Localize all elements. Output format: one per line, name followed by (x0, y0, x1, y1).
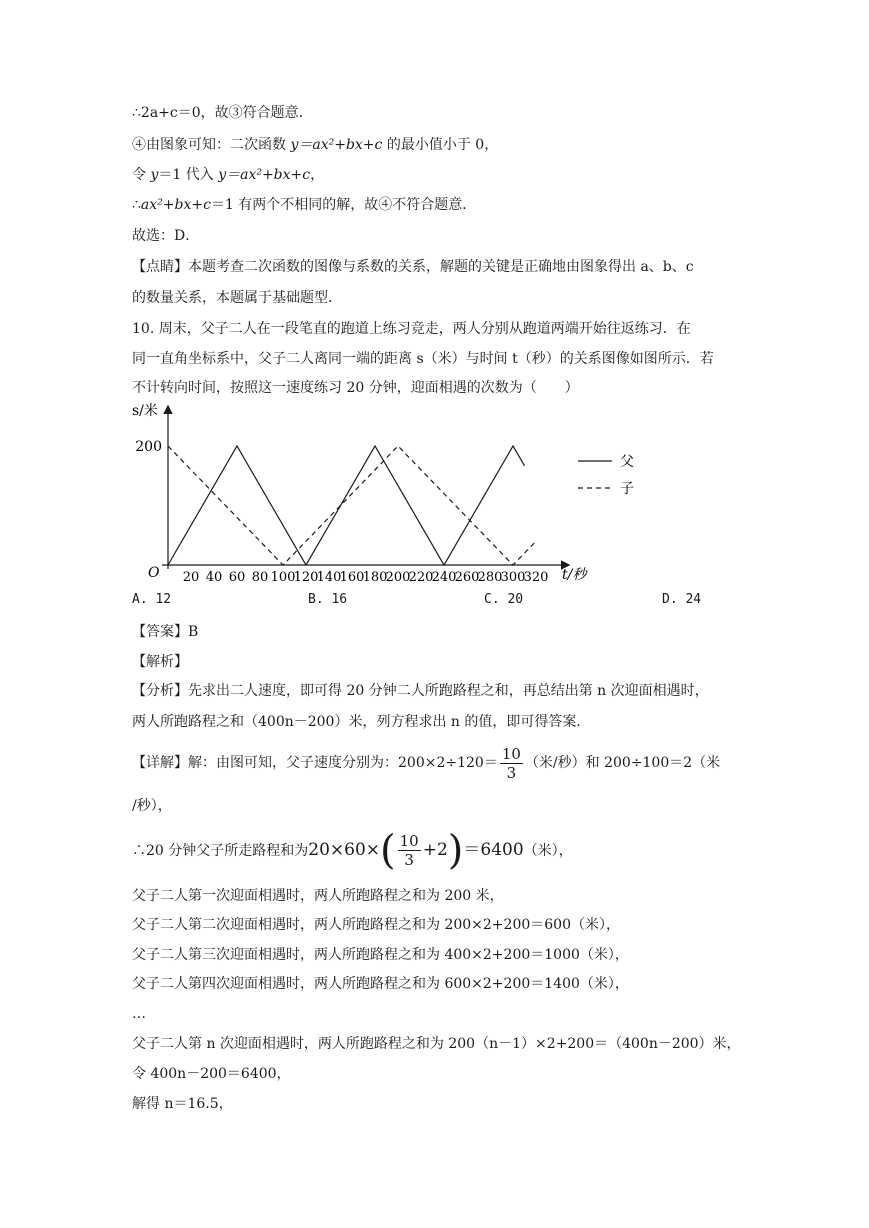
x-tick-label: 320 (523, 570, 549, 585)
line-2 (132, 135, 498, 155)
step-ellipsis: … (132, 1006, 146, 1022)
fraction-numerator-2: 10 (399, 832, 419, 850)
fraction-ten-thirds (500, 745, 523, 782)
fraction-ten-thirds-2 (398, 832, 421, 869)
legend-label-1: 父 (620, 454, 634, 470)
choice-d: D. 24 (662, 592, 702, 607)
choice-b: B. 16 (308, 592, 348, 607)
analysis-heading: 【解析】 (132, 654, 188, 670)
detail-line-2: /秒）， (132, 798, 172, 814)
x-tick-label: 140 (316, 570, 342, 585)
fraction-numerator: 10 (501, 744, 521, 763)
fraction-denominator-2: 3 (404, 851, 414, 869)
line-2-text-a: ④由图象可知：二次函数 (132, 137, 291, 153)
line-3-text-c: ， (310, 167, 325, 183)
line-4-text: ＝1 有两个不相同的解，故④不符合题意． (210, 197, 477, 213)
step-line-3: 父子二人第三次迎面相遇时，两人所跑路程之和为 400×2+200＝1000（米）， (132, 947, 629, 963)
expr-part-1: 20×60× (308, 840, 381, 860)
origin-label: O (148, 565, 160, 581)
expr-result: ＝6400 (463, 840, 524, 860)
detail-text-a: 【详解】解：由图可知，父子速度分别为：200×2÷120＝ (132, 755, 498, 771)
line-3 (132, 165, 324, 185)
detail-3-text-a: ∴20 分钟父子所走路程和为 (132, 843, 309, 859)
x-tick-label: 120 (293, 570, 319, 585)
x-tick-label: 80 (251, 570, 269, 585)
choice-c: C. 20 (484, 592, 524, 607)
x-tick-label: 240 (431, 570, 457, 585)
distance-time-chart (0, 395, 869, 615)
fraction-denominator: 3 (506, 763, 517, 782)
analysis-line-2: 两人所跑路程之和（400n－200）米，列方程求出 n 的值，即可得答案． (132, 714, 591, 730)
variable-y: y (150, 167, 159, 183)
y-tick-label: 200 (135, 439, 162, 455)
question-line-2: 同一直角坐标系中，父子二人离同一端的距离 s（米）与时间 t（秒）的关系图像如图所示．若 (132, 351, 714, 367)
y-axis-label: s/米 (132, 403, 158, 419)
question-line-1: 10. 周末，父子二人在一段笔直的跑道上练习竞走，两人分别从跑道两端开始往返练习．在 (132, 321, 691, 337)
step-line-2: 父子二人第二次迎面相遇时，两人所跑路程之和为 200×2+200＝600（米）， (132, 917, 620, 933)
analysis-line-1: 【分析】先求出二人速度，即可得 20 分钟二人所跑路程之和，再总结出第 n 次迎面相遇时， (132, 683, 709, 699)
line-3-text-a: 令 (132, 167, 151, 183)
x-tick-label: 160 (339, 570, 365, 585)
x-tick-label: 280 (477, 570, 503, 585)
line-6: 【点睛】本题考查二次函数的图像与系数的关系，解题的关键是正确地由图象得出 a、b、c (132, 259, 694, 275)
x-tick-label: 100 (270, 570, 296, 585)
series-line-1 (168, 446, 525, 565)
x-tick-label: 180 (362, 570, 388, 585)
x-tick-label: 20 (182, 570, 200, 585)
detail-line-1 (132, 744, 720, 782)
detail-3-text-e: （米）， (523, 843, 573, 859)
answer: 【答案】B (132, 624, 199, 640)
detail-line-3 (132, 828, 573, 873)
line-1: ∴2a+c＝0，故③符合题意． (132, 105, 313, 121)
distance-expression: 20×60×( $\frac{10}{3}$ +2)＝6400 (308, 827, 524, 874)
x-axis-label: t/秒 (562, 567, 587, 583)
line-3-text-b: ＝1 代入 (158, 167, 219, 183)
x-tick-label: 200 (385, 570, 411, 585)
choice-a: A. 12 (132, 592, 172, 607)
legend-label-2: 子 (620, 481, 634, 497)
step-line-4: 父子二人第四次迎面相遇时，两人所跑路程之和为 600×2+200＝1400（米）， (132, 976, 629, 992)
x-tick-label: 60 (228, 570, 246, 585)
expr-part-2: +2 (422, 840, 448, 860)
series-line-2 (168, 446, 536, 565)
line-4: ∴ax²+bx+c＝1 有两个不相同的解，故④不符合题意． (132, 197, 477, 213)
step-line-1: 父子二人第一次迎面相遇时，两人所跑路程之和为 200 米， (132, 888, 504, 904)
question-line-3: 不计转向时间，按照这一速度练习 20 分钟，迎面相遇的次数为（ ） (132, 380, 579, 396)
detail-text-b: （米/秒）和 200÷100＝2（米 (524, 755, 721, 771)
x-tick-label: 40 (205, 570, 223, 585)
quadratic-expression-2: y＝ax²+bx+c (218, 167, 311, 183)
line-2-text-b: 的最小值小于 0， (382, 137, 499, 153)
x-tick-label: 220 (408, 570, 434, 585)
step-line-7: 令 400n－200＝6400， (132, 1066, 291, 1082)
line-7: 的数量关系，本题属于基础题型． (132, 290, 342, 306)
line-5: 故选：D． (132, 228, 200, 244)
quadratic-expression: y＝ax²+bx+c (290, 137, 383, 153)
quadratic-lhs: ax²+bx+c (140, 197, 211, 213)
x-tick-label: 300 (500, 570, 526, 585)
step-line-6: 父子二人第 n 次迎面相遇时，两人所跑路程之和为 200（n－1）×2+200＝（400n－200）米， (132, 1036, 741, 1052)
x-tick-label: 260 (454, 570, 480, 585)
step-line-8: 解得 n＝16.5， (132, 1096, 233, 1112)
